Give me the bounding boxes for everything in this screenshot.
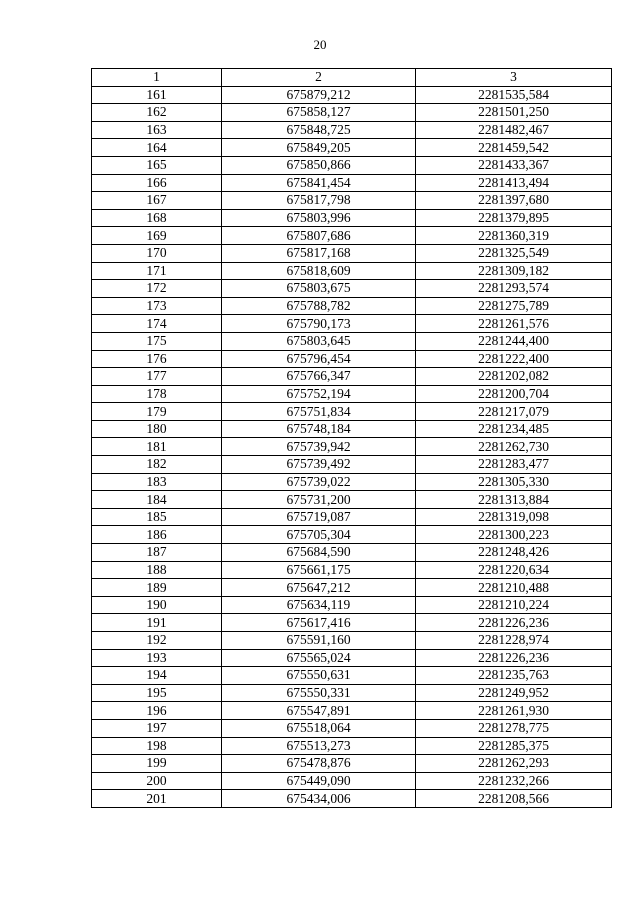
table-row [92, 456, 612, 474]
cell-x-coordinate: 675817,798 [222, 192, 416, 210]
cell-x-coordinate: 675550,331 [222, 684, 416, 702]
table-row [92, 227, 612, 245]
cell-x-coordinate: 675739,022 [222, 473, 416, 491]
table-row [92, 438, 612, 456]
table-row [92, 755, 612, 773]
cell-y-coordinate: 2281220,634 [416, 561, 612, 579]
cell-point-number: 195 [92, 684, 222, 702]
table-row [92, 702, 612, 720]
table-row [92, 86, 612, 104]
cell-y-coordinate: 2281313,884 [416, 491, 612, 509]
cell-y-coordinate: 2281202,082 [416, 368, 612, 386]
table-row [92, 332, 612, 350]
table-row [92, 737, 612, 755]
cell-point-number: 192 [92, 632, 222, 650]
cell-point-number: 177 [92, 368, 222, 386]
cell-x-coordinate: 675751,834 [222, 403, 416, 421]
coordinates-table [91, 68, 612, 808]
cell-y-coordinate: 2281210,224 [416, 596, 612, 614]
cell-point-number: 185 [92, 508, 222, 526]
cell-point-number: 169 [92, 227, 222, 245]
cell-y-coordinate: 2281244,400 [416, 332, 612, 350]
cell-point-number: 186 [92, 526, 222, 544]
table-row [92, 280, 612, 298]
cell-y-coordinate: 2281309,182 [416, 262, 612, 280]
table-row [92, 209, 612, 227]
cell-point-number: 190 [92, 596, 222, 614]
table-row [92, 596, 612, 614]
cell-x-coordinate: 675550,631 [222, 667, 416, 685]
cell-y-coordinate: 2281459,542 [416, 139, 612, 157]
cell-x-coordinate: 675478,876 [222, 755, 416, 773]
table-row [92, 508, 612, 526]
cell-x-coordinate: 675634,119 [222, 596, 416, 614]
cell-point-number: 182 [92, 456, 222, 474]
cell-y-coordinate: 2281262,730 [416, 438, 612, 456]
cell-x-coordinate: 675661,175 [222, 561, 416, 579]
cell-x-coordinate: 675879,212 [222, 86, 416, 104]
cell-y-coordinate: 2281360,319 [416, 227, 612, 245]
cell-y-coordinate: 2281305,330 [416, 473, 612, 491]
cell-point-number: 197 [92, 719, 222, 737]
table-row [92, 526, 612, 544]
cell-y-coordinate: 2281275,789 [416, 297, 612, 315]
cell-x-coordinate: 675841,454 [222, 174, 416, 192]
cell-point-number: 161 [92, 86, 222, 104]
cell-point-number: 176 [92, 350, 222, 368]
cell-x-coordinate: 675752,194 [222, 385, 416, 403]
cell-y-coordinate: 2281249,952 [416, 684, 612, 702]
cell-y-coordinate: 2281261,576 [416, 315, 612, 333]
table-row [92, 156, 612, 174]
table-row [92, 121, 612, 139]
table-row [92, 192, 612, 210]
cell-x-coordinate: 675858,127 [222, 104, 416, 122]
cell-y-coordinate: 2281293,574 [416, 280, 612, 298]
cell-point-number: 180 [92, 420, 222, 438]
cell-y-coordinate: 2281226,236 [416, 614, 612, 632]
cell-x-coordinate: 675803,675 [222, 280, 416, 298]
cell-x-coordinate: 675705,304 [222, 526, 416, 544]
cell-y-coordinate: 2281222,400 [416, 350, 612, 368]
cell-y-coordinate: 2281210,488 [416, 579, 612, 597]
cell-y-coordinate: 2281235,763 [416, 667, 612, 685]
cell-x-coordinate: 675518,064 [222, 719, 416, 737]
cell-x-coordinate: 675807,686 [222, 227, 416, 245]
table-row [92, 403, 612, 421]
cell-y-coordinate: 2281379,895 [416, 209, 612, 227]
cell-point-number: 196 [92, 702, 222, 720]
cell-x-coordinate: 675790,173 [222, 315, 416, 333]
cell-y-coordinate: 2281482,467 [416, 121, 612, 139]
cell-point-number: 187 [92, 544, 222, 562]
cell-point-number: 166 [92, 174, 222, 192]
cell-point-number: 193 [92, 649, 222, 667]
table-row [92, 420, 612, 438]
cell-point-number: 171 [92, 262, 222, 280]
cell-point-number: 173 [92, 297, 222, 315]
cell-point-number: 167 [92, 192, 222, 210]
cell-x-coordinate: 675848,725 [222, 121, 416, 139]
cell-y-coordinate: 2281325,549 [416, 244, 612, 262]
cell-x-coordinate: 675788,782 [222, 297, 416, 315]
cell-y-coordinate: 2281261,930 [416, 702, 612, 720]
table-row [92, 684, 612, 702]
table-row [92, 350, 612, 368]
cell-x-coordinate: 675565,024 [222, 649, 416, 667]
cell-y-coordinate: 2281278,775 [416, 719, 612, 737]
cell-x-coordinate: 675803,645 [222, 332, 416, 350]
cell-x-coordinate: 675849,205 [222, 139, 416, 157]
cell-x-coordinate: 675818,609 [222, 262, 416, 280]
cell-y-coordinate: 2281535,584 [416, 86, 612, 104]
table-row [92, 667, 612, 685]
column-header-x-coordinate: 2 [222, 69, 416, 87]
cell-x-coordinate: 675766,347 [222, 368, 416, 386]
cell-y-coordinate: 2281433,367 [416, 156, 612, 174]
column-header-y-coordinate: 3 [416, 69, 612, 87]
table-row [92, 315, 612, 333]
table-row [92, 244, 612, 262]
table-row [92, 385, 612, 403]
cell-point-number: 189 [92, 579, 222, 597]
cell-x-coordinate: 675684,590 [222, 544, 416, 562]
cell-y-coordinate: 2281397,680 [416, 192, 612, 210]
table-row [92, 579, 612, 597]
cell-y-coordinate: 2281228,974 [416, 632, 612, 650]
cell-point-number: 174 [92, 315, 222, 333]
table-row [92, 491, 612, 509]
cell-point-number: 181 [92, 438, 222, 456]
cell-point-number: 164 [92, 139, 222, 157]
cell-x-coordinate: 675434,006 [222, 790, 416, 808]
cell-x-coordinate: 675647,212 [222, 579, 416, 597]
table-header-row [92, 69, 612, 87]
cell-x-coordinate: 675617,416 [222, 614, 416, 632]
cell-point-number: 191 [92, 614, 222, 632]
cell-x-coordinate: 675850,866 [222, 156, 416, 174]
cell-y-coordinate: 2281217,079 [416, 403, 612, 421]
cell-point-number: 168 [92, 209, 222, 227]
cell-x-coordinate: 675796,454 [222, 350, 416, 368]
table-row [92, 262, 612, 280]
cell-x-coordinate: 675719,087 [222, 508, 416, 526]
cell-y-coordinate: 2281208,566 [416, 790, 612, 808]
cell-y-coordinate: 2281226,236 [416, 649, 612, 667]
table-row [92, 790, 612, 808]
cell-y-coordinate: 2281501,250 [416, 104, 612, 122]
cell-y-coordinate: 2281248,426 [416, 544, 612, 562]
cell-x-coordinate: 675449,090 [222, 772, 416, 790]
cell-x-coordinate: 675748,184 [222, 420, 416, 438]
cell-point-number: 179 [92, 403, 222, 421]
cell-y-coordinate: 2281232,266 [416, 772, 612, 790]
cell-point-number: 178 [92, 385, 222, 403]
table-row [92, 561, 612, 579]
cell-point-number: 163 [92, 121, 222, 139]
cell-x-coordinate: 675817,168 [222, 244, 416, 262]
table-row [92, 368, 612, 386]
cell-x-coordinate: 675739,942 [222, 438, 416, 456]
cell-x-coordinate: 675731,200 [222, 491, 416, 509]
cell-x-coordinate: 675547,891 [222, 702, 416, 720]
column-header-point-number: 1 [92, 69, 222, 87]
table-row [92, 174, 612, 192]
table-body [92, 86, 612, 807]
cell-point-number: 184 [92, 491, 222, 509]
table-row [92, 614, 612, 632]
cell-point-number: 188 [92, 561, 222, 579]
cell-x-coordinate: 675739,492 [222, 456, 416, 474]
table-row [92, 297, 612, 315]
table-row [92, 544, 612, 562]
cell-y-coordinate: 2281200,704 [416, 385, 612, 403]
page-number: 20 [313, 37, 327, 52]
table-row [92, 649, 612, 667]
cell-point-number: 170 [92, 244, 222, 262]
cell-y-coordinate: 2281413,494 [416, 174, 612, 192]
table-row [92, 632, 612, 650]
cell-x-coordinate: 675803,996 [222, 209, 416, 227]
cell-point-number: 162 [92, 104, 222, 122]
cell-y-coordinate: 2281283,477 [416, 456, 612, 474]
cell-point-number: 200 [92, 772, 222, 790]
cell-point-number: 199 [92, 755, 222, 773]
cell-y-coordinate: 2281285,375 [416, 737, 612, 755]
table-row [92, 719, 612, 737]
table-row [92, 772, 612, 790]
cell-x-coordinate: 675513,273 [222, 737, 416, 755]
table-row [92, 473, 612, 491]
cell-point-number: 201 [92, 790, 222, 808]
cell-point-number: 198 [92, 737, 222, 755]
cell-point-number: 165 [92, 156, 222, 174]
cell-x-coordinate: 675591,160 [222, 632, 416, 650]
cell-point-number: 172 [92, 280, 222, 298]
cell-y-coordinate: 2281319,098 [416, 508, 612, 526]
cell-y-coordinate: 2281234,485 [416, 420, 612, 438]
cell-point-number: 194 [92, 667, 222, 685]
cell-y-coordinate: 2281300,223 [416, 526, 612, 544]
table-row [92, 104, 612, 122]
cell-y-coordinate: 2281262,293 [416, 755, 612, 773]
cell-point-number: 175 [92, 332, 222, 350]
cell-point-number: 183 [92, 473, 222, 491]
table-row [92, 139, 612, 157]
